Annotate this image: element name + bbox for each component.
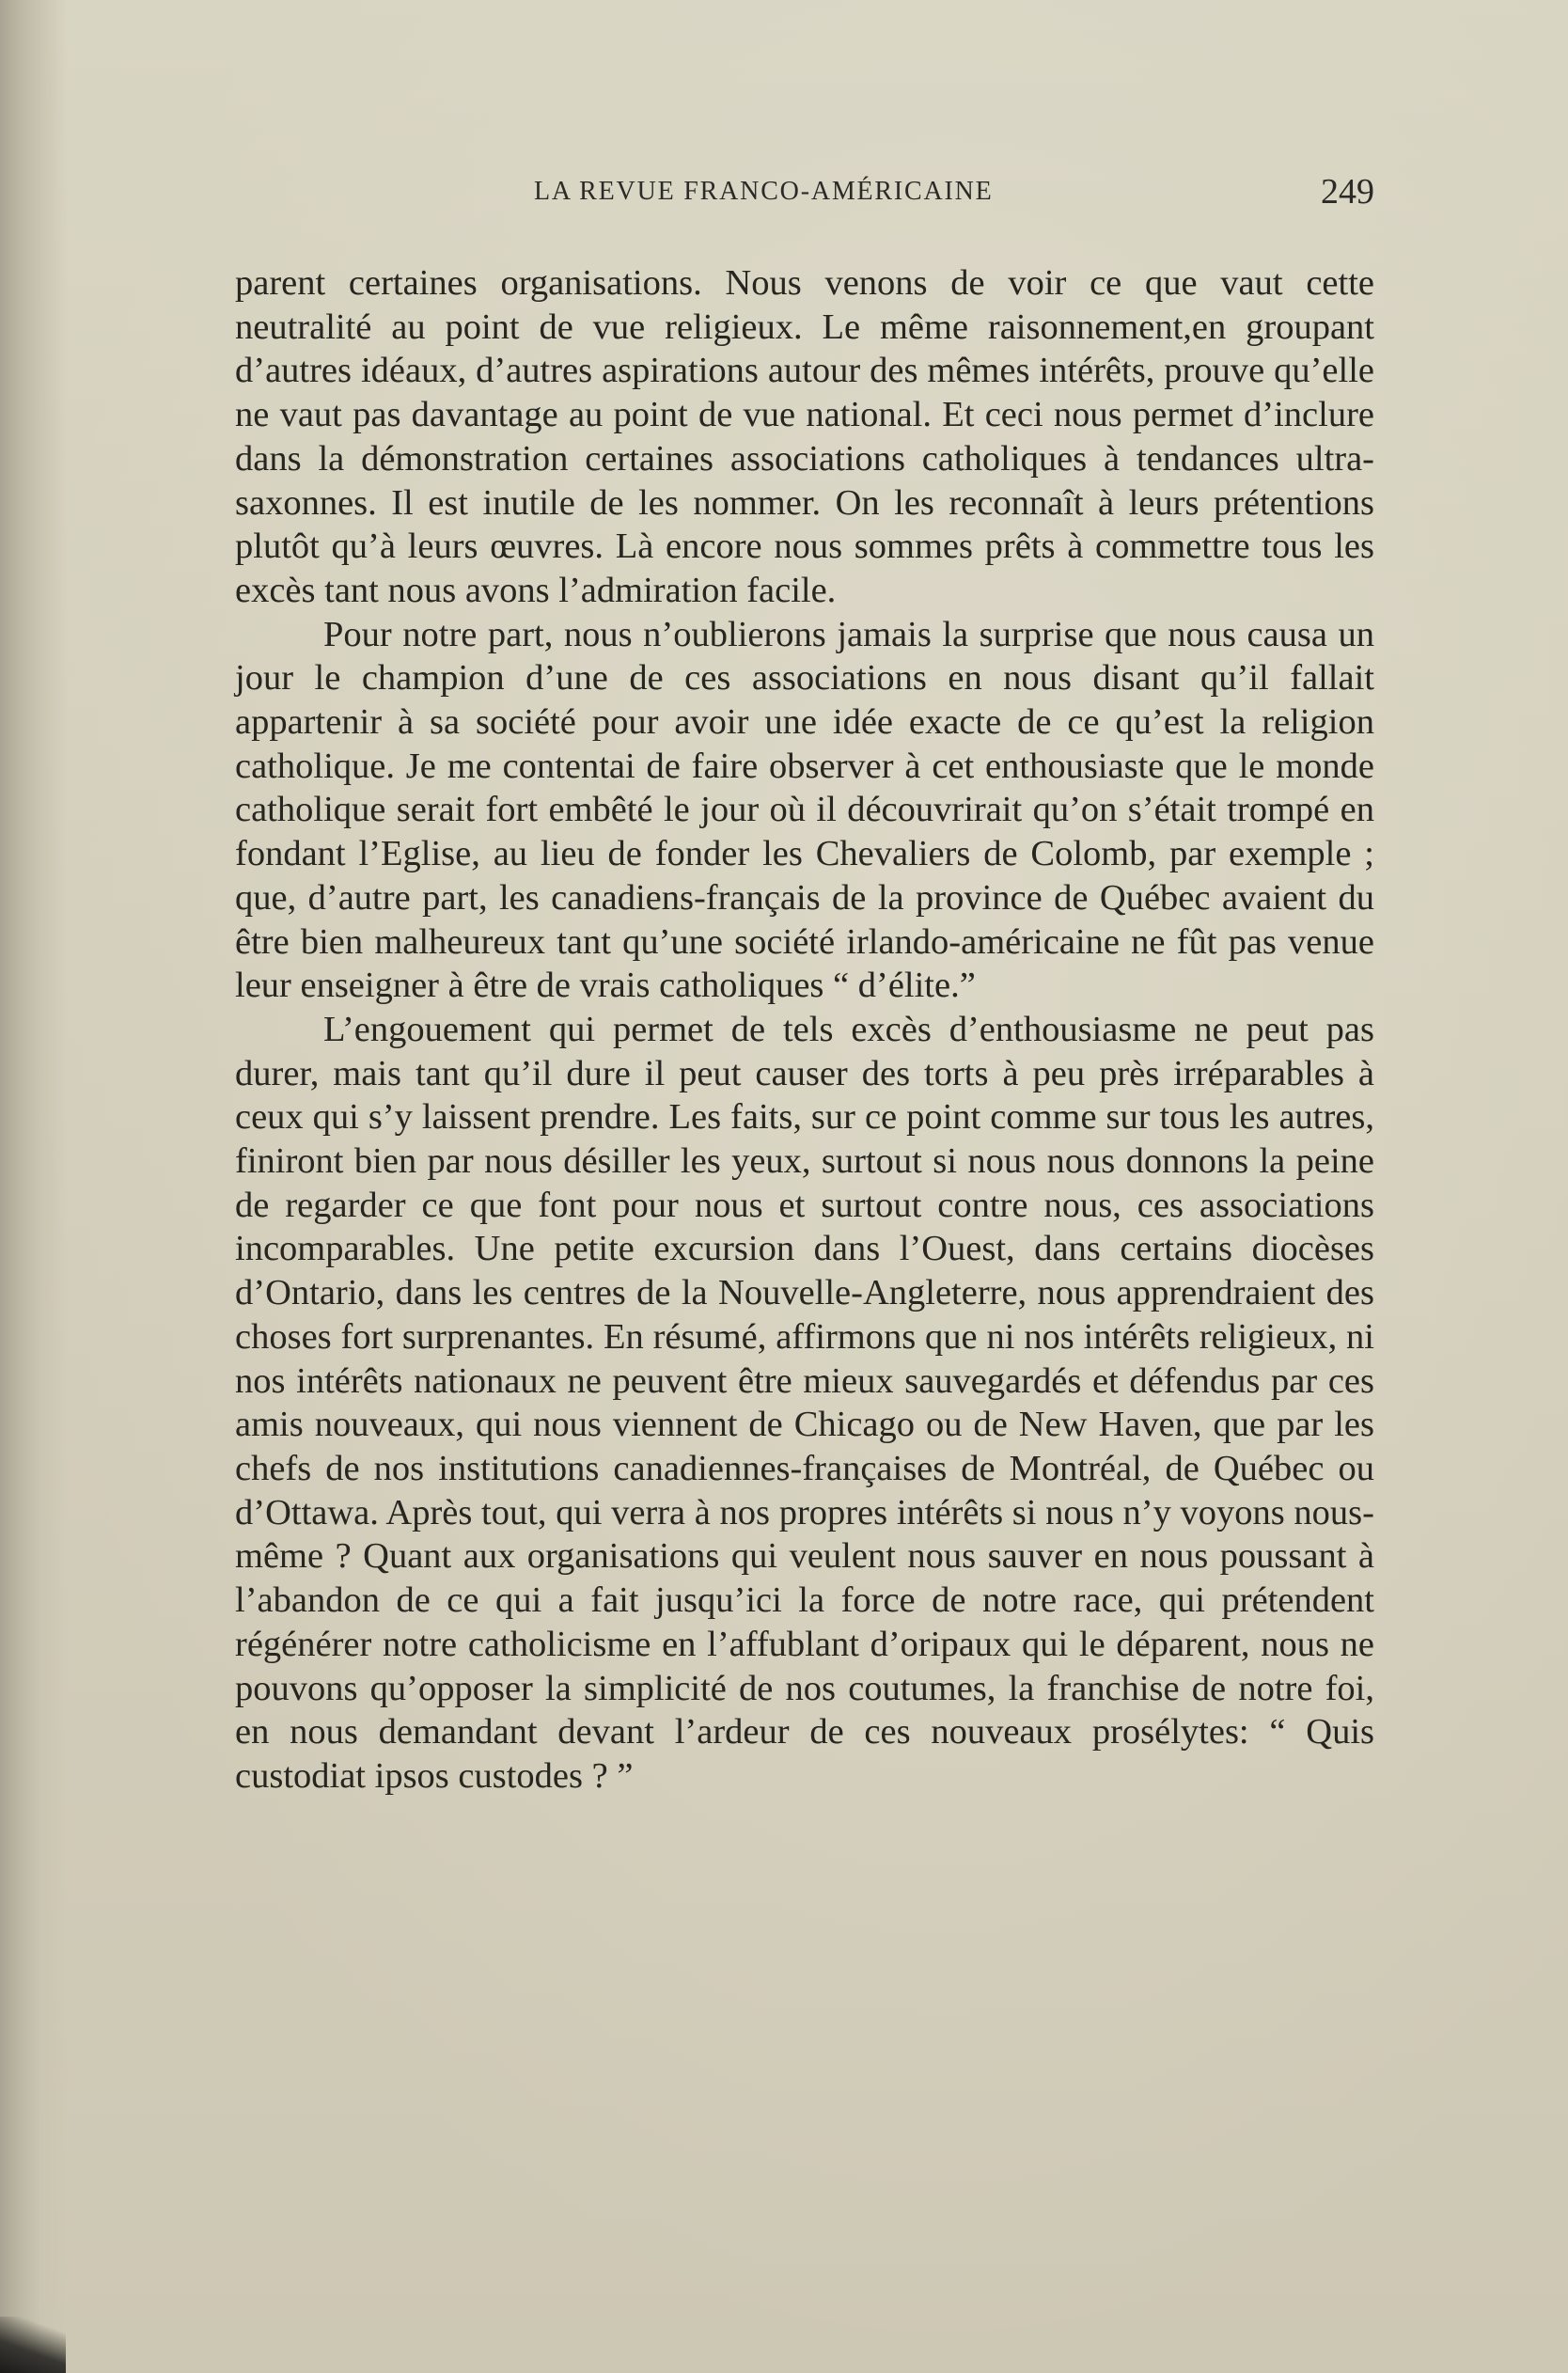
page-number: 249 [1321,172,1374,212]
page-header [235,171,1374,216]
paragraph: L’engouement qui permet de tels excès d’enthousiasme ne peut pas durer, mais tant qu’il dure il peut causer des torts à peu près irréparables à ceux qui s’y laissent prendre. Les faits, sur ce point comme sur tous les autres, finiront bien par nous désiller les yeux, surtout si nous nous donnons la peine de regarder ce que font pour nous et surtout contre nous, ces associations incomparables. Une petite excursion dans l’Ouest, dans certains diocèses d’Ontario, dans les centres de la Nouvelle-Angleterre, nous apprendraient des choses fort surprenantes. En résumé, affirmons que ni nos intérêts religieux, ni nos intérêts nationaux ne peuvent être mieux sauvegardés et défendus par ces amis nouveaux, qui nous viennent de Chicago ou de New Haven, que par les chefs de nos institutions canadiennes-françaises de Montréal, de Québec ou d’Ottawa. Après tout, qui verra à nos propres intérêts si nous n’y voyons nous-même ? Quant aux organisations qui veulent nous sauver en nous poussant à l’abandon de ce qui a fait jusqu’ici la force de notre race, qui prétendent régénérer notre catholicisme en l’affublant d’oripaux qui le déparent, nous ne pouvons qu’opposer la simplicité de nos coutumes, la franchise de notre foi, en nous demandant devant l’ardeur de ces nouveaux prosélytes: “ Quis custodiat ipsos custodes ? ” [235,1009,1374,1796]
page-corner-shadow [0,2317,66,2373]
body-text [235,261,1374,1799]
paragraph-continued: parent certaines organisations. Nous venons de voir ce que vaut cette neutralité au point de vue religieux. Le même raisonnement,en groupant d’autres idéaux, d’autres aspirations autour des mêmes intérêts, prouve qu’elle ne vaut pas davantage au point de vue national. Et ceci nous permet d’inclure dans la démonstration certaines associations catholiques à tendances ultra-saxonnes. Il est inutile de les nommer. On les reconnaît à leurs prétentions plutôt qu’à leurs œuvres. Là encore nous sommes prêts à commettre tous les excès tant nous avons l’admiration facile. [235,263,1374,610]
book-gutter-shadow [0,0,68,2373]
running-head: LA REVUE FRANCO-AMÉRICAINE [534,177,994,206]
paragraph: Pour notre part, nous n’oublierons jamais la surprise que nous causa un jour le champion d’une de ces associations en nous disant qu’il fallait appartenir à sa société pour avoir une idée exacte de ce qu’est la religion catholique. Je me contentai de faire observer à cet enthousiaste que le monde catholique serait fort embêté le jour où il découvrirait qu’on s’était trompé en fondant l’Eglise, au lieu de fonder les Chevaliers de Colomb, par exemple ; que, d’autre part, les canadiens-français de la province de Québec avaient du être bien malheureux tant qu’une société irlando-américaine ne fût pas venue leur enseigner à être de vrais catholiques “ d’élite.” [235,614,1374,1006]
